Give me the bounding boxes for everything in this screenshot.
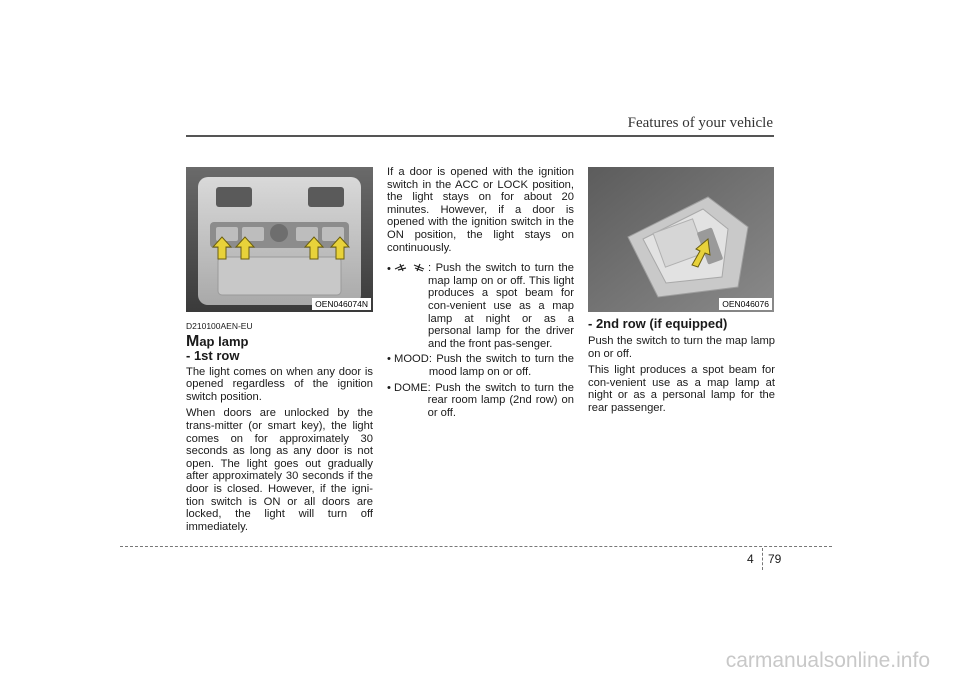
bullet-mood: • MOOD : Push the switch to turn the mood lamp on or off. — [387, 353, 574, 378]
column-2 — [387, 166, 574, 422]
paragraph: The light comes on when any door is opened regardless of the ignition switch position. — [186, 365, 373, 403]
watermark: carmanualsonline.info — [725, 649, 930, 672]
subheading-1st-row: - 1st row — [186, 347, 240, 363]
paragraph: If a door is opened with the ignition switch in the ACC or LOCK position, the light stays on for about 20 minutes. However, if a door is opened with the ignition switch in the ON position, the light stays on continuously. — [387, 166, 574, 254]
console-illustration — [186, 167, 373, 312]
heading-initial: M — [186, 332, 200, 350]
subheading-2nd-row: - 2nd row (if equipped) — [588, 316, 728, 331]
bullet-map-lamp: • : Push the switch to turn the map lamp on or off. This light produces a spot beam for con-venient use as a map lamp at night or as a personal lamp for the driver and the front pas-senger. — [387, 262, 574, 350]
lamp-illustration — [588, 167, 774, 312]
paragraph: When doors are unlocked by the trans-mitter (or smart key), the light comes on for approximately 30 seconds as long as any door is not open. The light goes out gradually after approximately 30 seconds if the door is closed. However, if the igni-tion switch is ON or all doors are locked, the light will turn off immediately. — [186, 407, 373, 533]
column-1 — [186, 316, 373, 537]
figure-caption: OEN046076 — [719, 298, 772, 310]
paragraph: Push the switch to turn the map lamp on or off. — [588, 335, 775, 360]
chapter-number: 4 — [747, 552, 754, 566]
map-lamp-icon — [394, 262, 428, 276]
rear-map-lamp-photo — [588, 167, 774, 312]
bullet-dome: • DOME : Push the switch to turn the rear room lamp (2nd row) on or off. — [387, 381, 574, 419]
section-code: D210100AEN-EU — [186, 321, 253, 331]
column-3 — [588, 317, 775, 419]
paragraph: This light produces a spot beam for con-venient use as a map lamp at night or as a personal lamp for the rear passenger. — [588, 364, 775, 414]
page-number: 79 — [768, 552, 782, 566]
overhead-console-photo — [186, 167, 373, 312]
footer-rule — [120, 546, 832, 547]
section-heading — [186, 332, 373, 350]
figure-caption: OEN046074N — [312, 298, 371, 310]
header-rule — [186, 135, 774, 137]
heading-rest: ap lamp — [199, 333, 249, 349]
page-separator — [762, 548, 763, 570]
section-title: Features of your vehicle — [627, 115, 773, 131]
